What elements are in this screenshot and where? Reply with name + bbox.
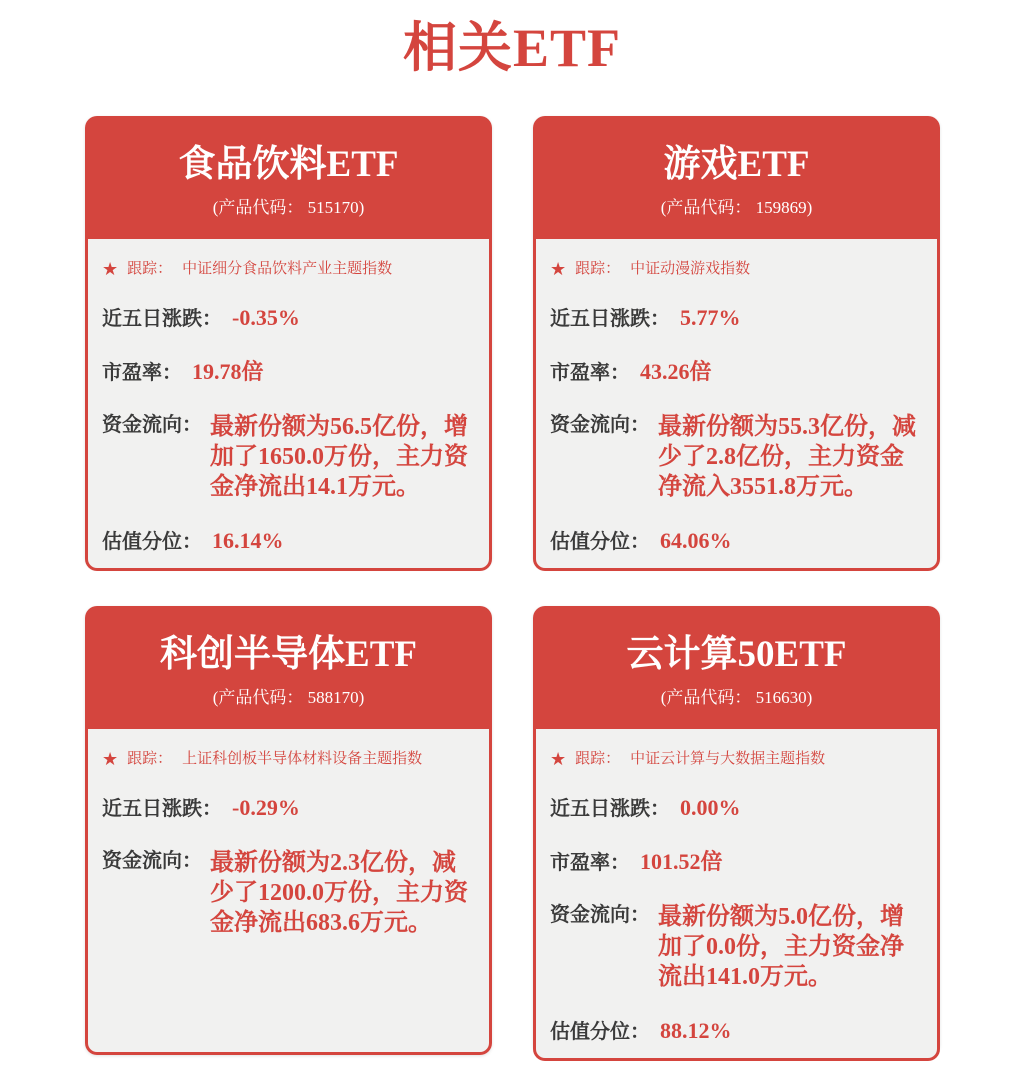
- etf-title-zh: 云计算: [626, 633, 738, 674]
- metric-value: -0.35%: [232, 305, 300, 330]
- metric-row-change: [102, 304, 475, 333]
- metric-row-pe: [102, 358, 475, 387]
- metric-value: 5.77%: [680, 305, 741, 330]
- metric-value: 16.14%: [212, 528, 284, 553]
- metric-value: 最新份额为2.3亿份，减少了1200.0万份，主力资金净流出683.6万元。: [210, 850, 468, 936]
- track-label: 跟踪：: [575, 750, 621, 767]
- etf-title-zh: 食品饮料: [178, 143, 327, 184]
- track-label: 跟踪：: [575, 260, 621, 277]
- metric-row-valuation: [550, 1017, 923, 1046]
- metric-value: 最新份额为5.0亿份，增加了0.0份，主力资金净流出141.0万元。: [658, 904, 904, 990]
- track-index: 中证云计算与大数据主题指数: [630, 750, 826, 767]
- metric-value: 最新份额为55.3亿份，减少了2.8亿份，主力资金净流入3551.8万元。: [658, 414, 916, 500]
- metric-value: -0.29%: [232, 795, 300, 820]
- metric-row-pe: [550, 358, 923, 387]
- metric-value: 0.00%: [680, 795, 741, 820]
- star-icon: ★: [550, 259, 567, 279]
- metric-label: 近五日涨跌：: [102, 308, 222, 330]
- product-code: (产品代码： 588170): [212, 688, 365, 707]
- etf-title: [543, 633, 930, 676]
- etf-title: [95, 143, 482, 186]
- card-header: [85, 116, 492, 239]
- etf-card-food-beverage: [85, 116, 492, 568]
- metric-row-fund-flow: [102, 848, 475, 938]
- track-index: 中证动漫游戏指数: [630, 260, 751, 277]
- track-row: [102, 259, 475, 279]
- etf-title-en: ETF: [737, 144, 810, 185]
- product-code: (产品代码： 159869): [660, 198, 813, 217]
- page-title-zh: 相关: [402, 18, 513, 78]
- track-label: 跟踪：: [127, 260, 173, 277]
- metric-label: 资金流向：: [102, 850, 202, 872]
- card-body: [85, 239, 492, 571]
- metric-value: 64.06%: [660, 528, 732, 553]
- track-index: 中证细分食品饮料产业主题指数: [182, 260, 393, 277]
- product-code: (产品代码： 515170): [212, 198, 365, 217]
- etf-title-zh: 游戏: [663, 143, 738, 184]
- metric-row-change: [102, 794, 475, 823]
- etf-title-en: 50ETF: [737, 634, 847, 675]
- card-header: [533, 606, 940, 729]
- page-title: [0, 0, 1024, 80]
- metric-label: 市盈率：: [550, 362, 630, 384]
- metric-row-pe: [550, 848, 923, 877]
- metric-row-valuation: [550, 527, 923, 556]
- metric-label: 估值分位：: [550, 531, 650, 553]
- etf-title-en: ETF: [326, 144, 399, 185]
- etf-card-cloud-computing: [533, 606, 940, 1055]
- page-title-en: ETF: [512, 18, 622, 78]
- metric-value: 43.26倍: [640, 359, 712, 384]
- metric-label: 估值分位：: [102, 531, 202, 553]
- metric-label: 近五日涨跌：: [550, 308, 670, 330]
- metric-row-fund-flow: [550, 902, 923, 992]
- metric-label: 近五日涨跌：: [102, 798, 222, 820]
- metric-value: 19.78倍: [192, 359, 264, 384]
- track-index: 上证科创板半导体材料设备主题指数: [182, 750, 423, 767]
- metric-value: 101.52倍: [640, 849, 723, 874]
- card-body: [533, 729, 940, 1061]
- metric-label: 近五日涨跌：: [550, 798, 670, 820]
- track-row: [550, 259, 923, 279]
- star-icon: ★: [102, 259, 119, 279]
- metric-label: 资金流向：: [102, 414, 202, 436]
- etf-card-gaming: [533, 116, 940, 568]
- track-row: [550, 749, 923, 769]
- metric-row-fund-flow: [550, 412, 923, 502]
- metric-label: 资金流向：: [550, 414, 650, 436]
- metric-label: 资金流向：: [550, 904, 650, 926]
- metric-row-valuation: [102, 527, 475, 556]
- etf-card-semiconductor: [85, 606, 492, 1055]
- metric-label: 市盈率：: [550, 852, 630, 874]
- card-header: [85, 606, 492, 729]
- metric-row-change: [550, 304, 923, 333]
- etf-title-en: ETF: [345, 634, 417, 675]
- metric-row-fund-flow: [102, 412, 475, 502]
- etf-card-grid: [85, 116, 1024, 1055]
- etf-title-zh: 科创半导体: [160, 633, 346, 674]
- track-row: [102, 749, 475, 769]
- metric-value: 最新份额为56.5亿份，增加了1650.0万份，主力资金净流出14.1万元。: [210, 414, 468, 500]
- card-header: [533, 116, 940, 239]
- etf-title: [95, 633, 482, 676]
- metric-label: 市盈率：: [102, 362, 182, 384]
- card-body: [533, 239, 940, 571]
- card-body: [85, 729, 492, 1055]
- metric-value: 88.12%: [660, 1018, 732, 1043]
- metric-label: 估值分位：: [550, 1021, 650, 1043]
- metric-row-change: [550, 794, 923, 823]
- star-icon: ★: [550, 749, 567, 769]
- star-icon: ★: [102, 749, 119, 769]
- etf-title: [543, 143, 930, 186]
- track-label: 跟踪：: [127, 750, 173, 767]
- product-code: (产品代码： 516630): [660, 688, 813, 707]
